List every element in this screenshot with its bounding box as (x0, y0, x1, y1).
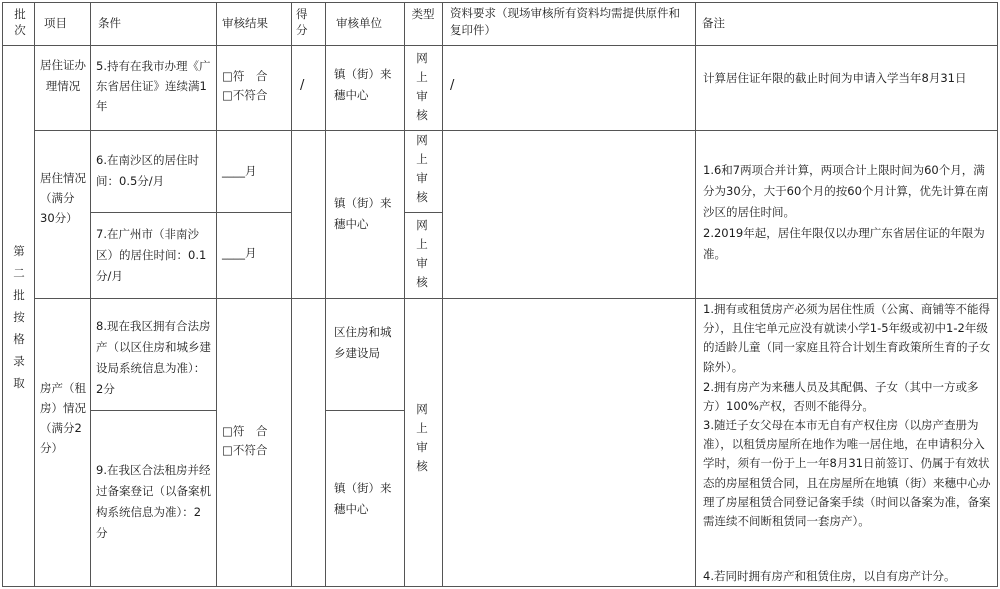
header-condition: 条件 (98, 16, 121, 30)
residence-permit-type: 网上审核 (416, 51, 428, 122)
residence-permit-item: 居住证办理情况 (40, 58, 86, 93)
housing-item: 房产（租房）情况（满分2分） (40, 381, 86, 455)
header-remarks: 备注 (702, 16, 725, 30)
residence-month-guangzhou[interactable]: ____月 (222, 246, 257, 260)
residence-remarks-2: 2.2019年起，居住年限仅以办理广东省居住证的年限为准。 (703, 226, 985, 261)
residence-unit: 镇（街）来穗中心 (334, 196, 392, 231)
housing-result-fail[interactable]: □不符合 (222, 443, 268, 457)
header-review-unit: 审核单位 (336, 16, 382, 30)
housing-unit-center: 镇（街）来穗中心 (334, 481, 392, 516)
residence-remarks-1: 1.6和7两项合并计算，两项合计上限时间为60个月，满分为30分，大于60个月的按60个月计算，优先计算在南沙区的居住时间。 (703, 163, 989, 219)
housing-condition-own: 8.现在我区拥有合法房产（以区住房和城乡建设局系统信息为准）：2分 (96, 319, 211, 396)
residence-permit-unit: 镇（街）来穗中心 (334, 67, 392, 102)
header-score: 得分 (296, 7, 308, 37)
header-batch: 批次 (14, 7, 26, 37)
residence-permit-result-fail[interactable]: □不符合 (222, 88, 268, 102)
housing-remarks-2: 2.拥有房产为来穗人员及其配偶、子女（其中一方或多方）100%产权，否则不能得分。 (703, 380, 979, 414)
residence-month-nansha[interactable]: ____月 (222, 164, 257, 178)
header-type: 类型 (411, 7, 435, 21)
residence-type-b: 网上审核 (416, 218, 428, 289)
batch-label: 第二批按格录取 (13, 244, 25, 390)
residence-permit-condition: 5.持有在我市办理《广东省居住证》连续满1年 (96, 59, 211, 113)
residence-permit-materials: / (450, 78, 455, 93)
residence-type-a: 网上审核 (416, 133, 428, 204)
header-item: 项目 (44, 16, 67, 30)
residence-permit-remarks: 计算居住证年限的截止时间为申请入学当年8月31日 (703, 71, 967, 85)
housing-remarks-4: 4.若同时拥有房产和租赁住房，以自有房产计分。 (703, 569, 956, 583)
housing-remarks-3: 3.随迁子女父母在本市无自有产权住房（以房产查册为准），以租赁房屋所在地作为唯一居住地，在申请积分入学时，须有一份于上一年8月31日前签订、仍属于有效状态的房屋租赁合同，且在房屋所在地镇（街）来穗中心办理了房屋租赁合同登记备案手续（时间以备案为准，备案需连续不间断租赁同一套房产）。 (703, 418, 991, 529)
housing-type: 网上审核 (416, 402, 428, 473)
residence-permit-result-pass[interactable]: □符 合 (222, 69, 268, 83)
housing-unit-bureau: 区住房和城乡建设局 (334, 325, 392, 360)
header-review-result: 审核结果 (222, 16, 268, 30)
residence-condition-nansha: 6.在南沙区的居住时间：0.5分/月 (96, 153, 199, 188)
residence-item: 居住情况（满分30分） (40, 171, 86, 225)
housing-condition-rent: 9.在我区合法租房并经过备案登记（以备案机构系统信息为准）：2分 (96, 463, 211, 540)
housing-remarks-1: 1.拥有或租赁房产必须为居住性质（公寓、商铺等不能得分），且住宅单元应没有就读小学1-5年级或初中1-2年级的适龄儿童（同一家庭且符合计划生育政策所生育的子女除外）。 (703, 302, 991, 374)
residence-permit-score: / (300, 78, 305, 93)
header-materials: 资料要求（现场审核所有资料均需提供原件和复印件） (450, 6, 680, 37)
housing-result-pass[interactable]: □符 合 (222, 424, 268, 438)
residence-condition-guangzhou: 7.在广州市（非南沙区）的居住时间：0.1分/月 (96, 227, 207, 283)
